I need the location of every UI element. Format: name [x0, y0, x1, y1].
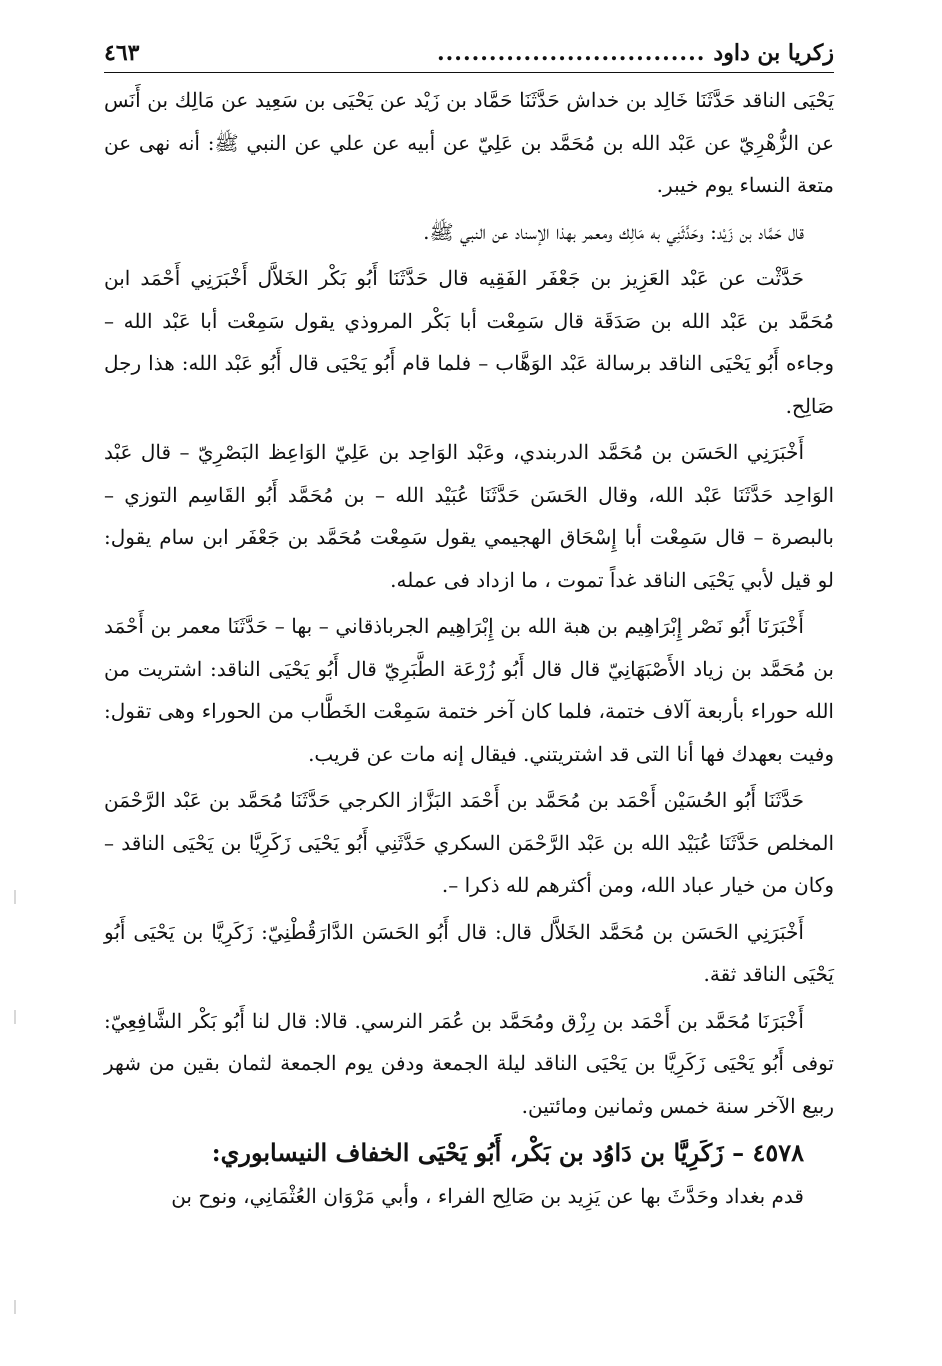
page-number: ٤٦٣: [104, 40, 140, 66]
paragraph-continuation: يَحْيَى الناقد حَدَّثَنَا خَالِد بن خداش حَدَّثَنَا حَمَّاد بن زَيْد عن يَحْيَى بن سَعِيد عن مَالِك بن أَنَس عن الزُّهْرِيّ عن عَبْد الله بن مُحَمَّد بن عَلِيّ عن أبيه عن علي عن النبي ﷺ: أنه نهى عن متعة النساء يوم خيبر.: [104, 88, 834, 197]
page-body: [104, 79, 834, 1218]
scan-edge-mark: [14, 1010, 16, 1024]
paragraph-shafii-death: أَخْبَرَنَا مُحَمَّد بن أَحْمَد بن رِزْق ومُحَمَّد بن عُمَر النرسي. قالا: قال لنا أَبُو بَكْر الشَّافِعِيّ: توفى أَبُو يَحْيَى زَكَرِيَّا بن يَحْيَى الناقد ليلة الجمعة ودفن يوم الجمعة لثمان بقين من شهر ربيع الآخر سنة خمس وثمانين ومائتين.: [104, 1008, 834, 1118]
paragraph-karji: حَدَّثَنَا أَبُو الحُسَيْن أَحْمَد بن مُحَمَّد بن أَحْمَد البَزَّاز الكرجي حَدَّثَنَا مُحَمَّد بن عَبْد الرَّحْمَن المخلص حَدَّثَنَا عُبَيْد الله بن عَبْد الرَّحْمَن السكري حَدَّثَنِي أَبُو يَحْيَى زَكَرِيَّا بن يَحْيَى الناقد – وكان من خيار عباد الله، ومن أكثرهم لله ذكرا –.: [104, 788, 834, 897]
paragraph-hammad: قال حَمَّاد بن زَيْد: وحَدَّثَنِي به مَالِك ومعمر بهذا الإسناد عن النبي ﷺ.: [423, 219, 804, 244]
paragraph-abd-alaziz: حَدَّثْت عن عَبْد العَزِيز بن جَعْفَر الفَقِيه قال حَدَّثَنَا أَبُو بَكْر الخَلاَّل أَخْبَرَنِي أَحْمَد ابن مُحَمَّد بن عَبْد الله بن صَدَقَة قال سَمِعْت أبا بَكْر المروذي يقول سَمِعْت أبا عَبْد الله – وجاءه أَبُو يَحْيَى الناقد برسالة عَبْد الوَهَّاب – فلما قام أَبُو يَحْيَى قال أَبُو عَبْد الله: هذا رجل صَالِح.: [104, 266, 834, 418]
paragraph-daraqutni: أَخْبَرَنِي الحَسَن بن مُحَمَّد الخَلاَّل قال: قال أَبُو الحَسَن الدَّارَقُطْنِيّ: زَكَرِيَّا بن يَحْيَى أَبُو يَحْيَى الناقد ثقة.: [104, 919, 834, 986]
entry-text: قدم بغداد وحَدَّثَ بها عن يَزِيد بن صَالِح الفراء ، وأبي مَرْوَان العُثْمَانِي، ونوح بن: [171, 1184, 804, 1208]
scan-edge-mark: [14, 890, 16, 904]
running-header: [104, 40, 834, 73]
entry-heading: ٤٥٧٨ – زَكَرِيَّا بن دَاوُد بن بَكْر، أَبُو يَحْيَى الخفاف النيسابوري:: [211, 1138, 804, 1167]
scan-edge-mark: [14, 1300, 16, 1314]
paragraph-darbandi: أَخْبَرَنِي الحَسَن بن مُحَمَّد الدربندي، وعَبْد الوَاحِد بن عَلِيّ الوَاعِظ البَصْرِيّ – قال عَبْد الوَاحِد حَدَّثَنَا عَبْد الله، وقال الحَسَن حَدَّثَنَا عُبَيْد الله – بن مُحَمَّد أَبُو القَاسِم التوزي – بالبصرة – قال سَمِعْت أبا إِسْحَاق الهجيمي يقول سَمِعْت مُحَمَّد بن جَعْفَر ابن سام يقول: لو قيل لأبي يَحْيَى الناقد غداً تموت ، ما ازداد فى عمله.: [104, 440, 834, 592]
header-leader-dots: ...............................: [436, 40, 706, 66]
paragraph-jarbadhqani: أَخْبَرَنَا أَبُو نَصْر إِبْرَاهِيم بن هبة الله بن إِبْرَاهِيم الجرباذقاني – بها – حَدَّثَنَا معمر بن أَحْمَد بن مُحَمَّد بن زياد الأَصْبَهَانِيّ قال قال أَبُو زُرْعَة الطَّبَرِيّ قال أَبُو يَحْيَى الناقد: اشتريت من الله حوراء بأربعة آلاف ختمة، فلما كان آخر ختمة سَمِعْت الخَطَّاب من الحوراء وهى تقول: وفيت بعهدك فها أنا التى قد اشتريتني. فيقال إنه مات عن قريب.: [104, 614, 834, 766]
header-title: زكريا بن داود: [713, 40, 834, 66]
